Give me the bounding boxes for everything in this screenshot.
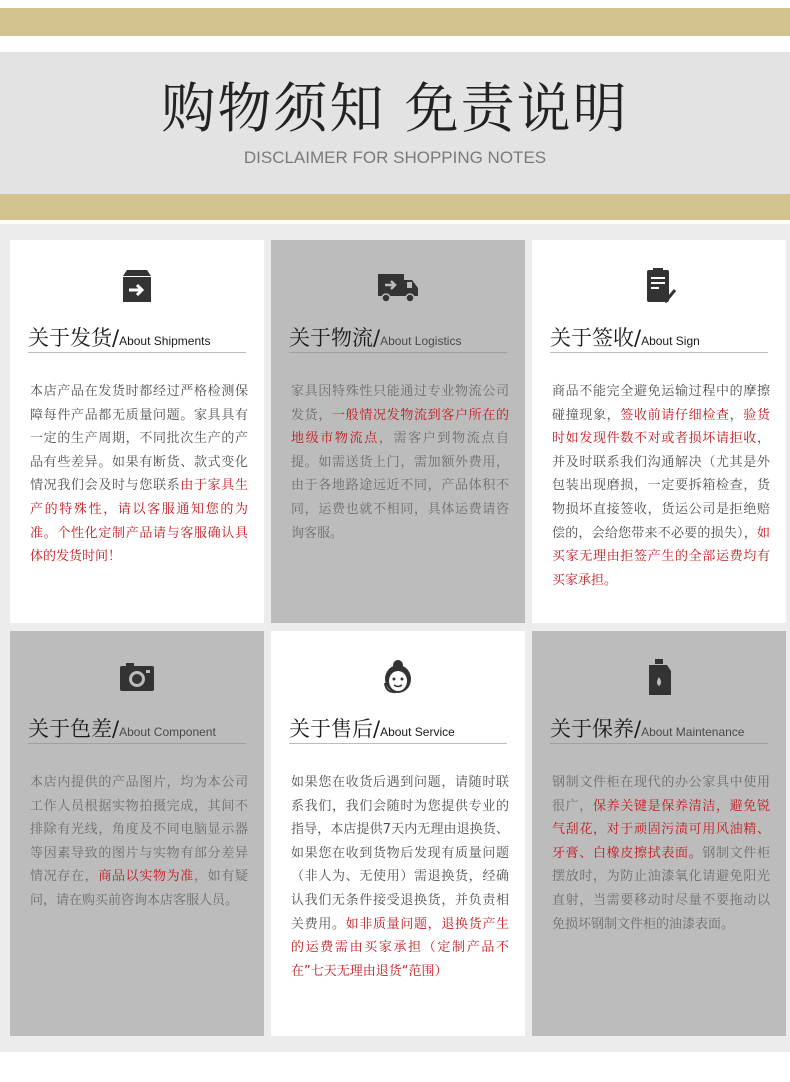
card-body bbox=[30, 380, 248, 569]
card-body bbox=[291, 380, 509, 545]
body-text: ，并及时联系我们沟通解决（尤其是外包装出现磨损，一定要拆箱检查，货物损坏直接签收，货运公司是拒绝赔偿的，会给您带来不必要的损失）， bbox=[552, 431, 770, 541]
card-title-en: About Sign bbox=[641, 334, 700, 348]
page-subtitle: DISCLAIMER FOR SHOPPING NOTES bbox=[243, 148, 547, 167]
card-title bbox=[550, 322, 768, 353]
customer-service-icon bbox=[378, 657, 418, 697]
body-text: 如果您在收货后遇到问题，请随时联系我们，我们会随时为您提供专业的指导，本店提供7天内无理由退换货、如果您在收到货物后发现有质量问题（非人为、无使用）需退换货，经确认我们无条件接受退换货，并负责相关费用。 bbox=[291, 775, 509, 932]
body-text: 本店内提供的产品图片，均为本公司工作人员根据实物拍摄完成，其间不排除有光线，角度及不同电脑显示器等因素导致的图片与实物有部分差异情况存在， bbox=[30, 775, 248, 885]
top-gold-band bbox=[0, 8, 790, 36]
delivery-truck-icon bbox=[376, 266, 420, 306]
body-text: ，如有疑问，请在购买前咨询本店客服人员。 bbox=[30, 869, 248, 908]
highlighted-text: 如非质量问题，退换货产生的运费需由买家承担（定制产品不在”七天无理由退货“范围） bbox=[291, 916, 509, 979]
card-title-en: About Logistics bbox=[380, 334, 462, 348]
card-title-en: About Component bbox=[119, 725, 216, 739]
highlighted-text: 保养关键是保养清洁，避免锐气刮花，对于顽固污渍可用风油精、牙膏、白橡皮擦拭表面。 bbox=[552, 798, 770, 861]
card-title-zh: 关于保养/ bbox=[550, 717, 642, 741]
body-text: 钢制文件柜在现代的办公家具中使用很广， bbox=[552, 775, 770, 814]
highlighted-text: 签收前请仔细检查，验货时如发现件数不对或者损坏请拒收 bbox=[552, 407, 770, 447]
card-title bbox=[28, 713, 246, 744]
clipboard-check-icon bbox=[639, 266, 679, 306]
middle-gold-band bbox=[0, 194, 790, 220]
card-title-zh: 关于发货/ bbox=[28, 326, 120, 350]
card-title-en: About Service bbox=[380, 725, 455, 739]
card-body bbox=[552, 380, 770, 592]
card-body bbox=[291, 771, 509, 983]
card-title bbox=[289, 713, 507, 744]
card-body bbox=[30, 771, 248, 913]
body-text: 商品不能完全避免运输过程中的摩擦碰撞现象， bbox=[552, 384, 770, 423]
card-title bbox=[550, 713, 768, 744]
body-text: ，需客户到物流点自提。如需送货上门，需加额外费用，由于各地路途远近不同，产品体积不同，运费也就不相同，具体运费请咨询客服。 bbox=[291, 431, 509, 541]
card-title bbox=[28, 322, 246, 353]
highlighted-text: 由于家具生产的特殊性，请以客服通知您的为准。个性化定制产品请与客服确认具体的发货时间！ bbox=[30, 478, 248, 565]
body-text: 家具因特殊性只能通过专业物流公司发货， bbox=[291, 384, 509, 423]
card-maintenance bbox=[532, 631, 786, 1036]
body-text: 本店产品在发货时都经过严格检测保障每件产品都无质量问题。家具具有一定的生产周期，不同批次生产的产品有些差异。如果有断货、款式变化情况我们会及时与您联系 bbox=[30, 384, 248, 494]
shipment-box-icon bbox=[117, 266, 157, 306]
card-title-zh: 关于色差/ bbox=[28, 717, 120, 741]
page-header bbox=[0, 52, 790, 194]
camera-icon bbox=[117, 657, 157, 697]
card-title-zh: 关于物流/ bbox=[289, 326, 381, 350]
highlighted-text: 如买家无理由拒签产生的全部运费均有买家承担。 bbox=[552, 525, 770, 588]
card-shipments bbox=[10, 240, 264, 623]
highlighted-text: 一般情况发物流到客户所在的地级市物流点 bbox=[291, 407, 509, 447]
page-title: 购物须知 免责说明 bbox=[161, 77, 629, 140]
oil-bottle-icon bbox=[639, 657, 679, 697]
card-sign bbox=[532, 240, 786, 623]
card-title-zh: 关于售后/ bbox=[289, 717, 381, 741]
card-after-sales bbox=[271, 631, 525, 1036]
card-color-difference bbox=[10, 631, 264, 1036]
body-text: 钢制文件柜摆放时，为防止油漆氧化请避免阳光直射，当需要移动时尽量不要拖动以免损坏钢制文件柜的油漆表面。 bbox=[552, 845, 770, 932]
highlighted-text: 商品以实物为准 bbox=[98, 869, 194, 885]
card-title bbox=[289, 322, 507, 353]
card-title-en: About Shipments bbox=[119, 334, 211, 348]
card-logistics bbox=[271, 240, 525, 623]
card-title-en: About Maintenance bbox=[641, 725, 745, 739]
card-body bbox=[552, 771, 770, 936]
card-title-zh: 关于签收/ bbox=[550, 326, 642, 350]
